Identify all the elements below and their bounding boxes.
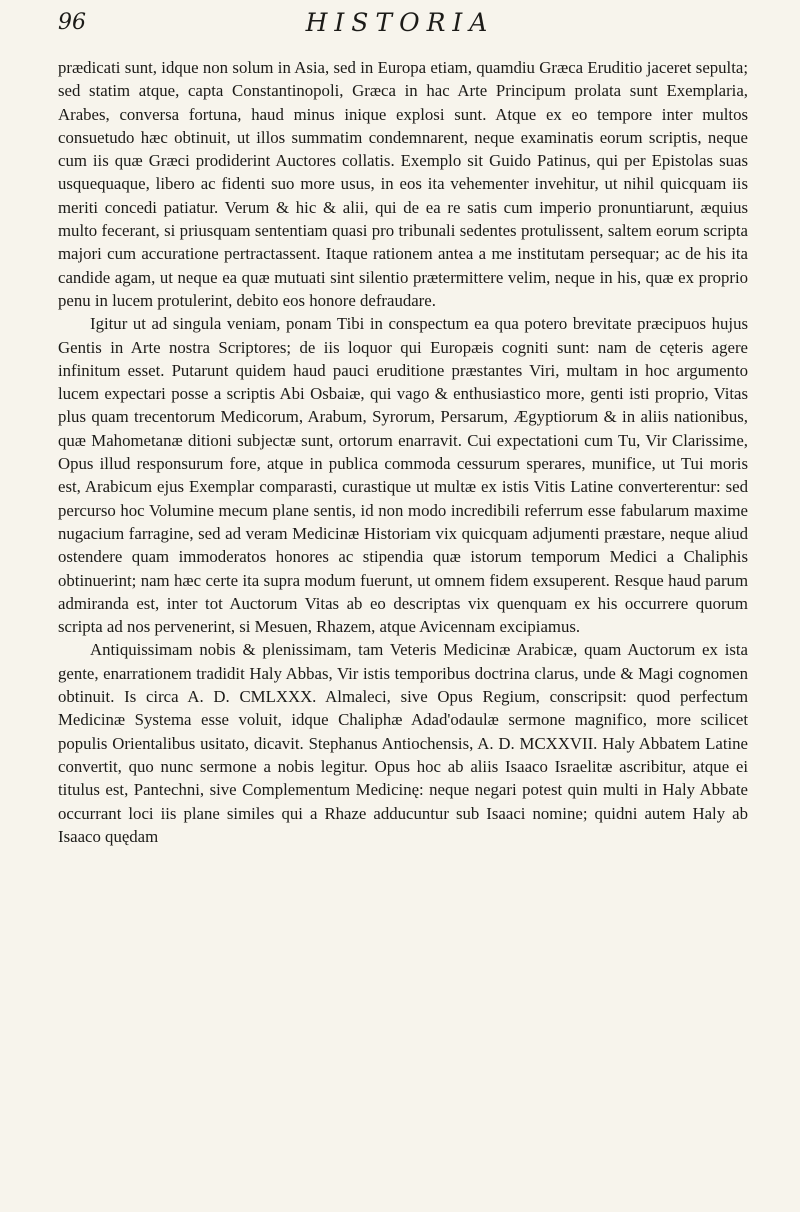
- paragraph-3: Antiquissimam nobis & plenissimam, tam Veteris Medicinæ Arabicæ, quam Auctorum ex ista gente, enarrationem tradidit Haly Abbas, Vir istis temporibus doctrina clarus, unde & Magi cognomen obtinuit. Is circa A. D. CMLXXX. Almaleci, sive Opus Regium, conscripsit: quod perfectum Medicinæ Systema esse voluit, idque Chaliphæ Adad'odaulæ sermone magnifico, more scilicet populis Orientalibus usitato, dicavit. Stephanus Antiochensis, A. D. MCXXVII. Haly Abbatem Latine convertit, quo nunc sermone a nobis legitur. Opus hoc ab aliis Isaaco Israelitæ ascribitur, atque ei titulus est, Pantechni, sive Complementum Medicinę: neque negari potest quin multi in Haly Abbate occurrant loci iis plane similes qui a Rhaze adducuntur sub Isaaci nomine; quidni autem Haly ab Isaaco quędam: [58, 640, 748, 846]
- body-text: [58, 56, 748, 848]
- page-header: [58, 8, 742, 42]
- paragraph-2: Igitur ut ad singula veniam, ponam Tibi in conspectum ea qua potero brevitate præcipuos hujus Gentis in Arte nostra Scriptores; de iis loquor qui Europæis cogniti sunt: nam de cęteris agere infinitum esset. Putarunt quidem haud pauci eruditione præstantes Viri, multam in hoc argumento lucem expectari posse a scriptis Abi Osbaiæ, qui vago & enthusiastico more, genti isti proprio, Vitas plus quam trecentorum Medicorum, Arabum, Syrorum, Persarum, Ægyptiorum & in aliis nationibus, quæ Mahometanæ ditioni subjectæ sunt, ortorum enarravit. Cui expectationi cum Tu, Vir Clarissime, Opus illud responsurum fore, atque in publica commoda cessurum sperares, munifice, ut Tui moris est, Arabicum ejus Exemplar comparasti, curastique ut multæ ex istis Vitis Latine converterentur: sed percurso hoc Volumine mecum plane sentis, id non modo incredibili referrum esse fabularum maxime nugacium farragine, sed ad veram Medicinæ Historiam vix quicquam adjumenti præstare, neque aliud ostendere quam immoderatos honores ac stipendia quæ istorum temporum Medici a Chaliphis obtinuerint; nam hæc certe ita supra modum fuerunt, ut omnem fidem exsuperent. Resque haud parum admiranda est, inter tot Auctorum Vitas ab eo descriptas vix quenquam ex his occurrere quorum scripta ad nos pervenerint, si Mesuen, Rhazem, atque Avicennam excipiamus.: [58, 314, 748, 637]
- paragraph-1: prædicati sunt, idque non solum in Asia, sed in Europa etiam, quamdiu Græca Eruditio jaceret sepulta; sed statim atque, capta Constantinopoli, Græca in hac Arte Principum prolata sunt Exemplaria, Arabes, conversa fortuna, haud minus inique explosi sunt. Atque ex eo tempore inter multos consuetudo hæc obtinuit, ut illos summatim condemnarent, neque examinatis eorum scriptis, neque cum iis quæ Græci prodiderint Auctores collatis. Exemplo sit Guido Patinus, qui per Epistolas suas usquequaque, libero ac fidenti suo more usus, in eos ita vehementer invehitur, ut nihil quicquam iis meriti concedi patiatur. Verum & hic & alii, qui de ea re satis cum imperio pronuntiarunt, æquius multo fecerant, si priusquam sententiam quasi pro tribunali sedentes protulissent, saltem eorum scripta majori cum accuratione pertractassent. Itaque rationem antea a me institutam persequar; ac de his ita candide agam, ut neque ea quæ mutuati sint silentio prætermittere velim, neque in his, quæ ex proprio penu in lucem protulerint, debito eos honore defraudare.: [58, 58, 748, 310]
- page-number: 96: [58, 10, 86, 35]
- running-head: HISTORIA: [305, 8, 495, 37]
